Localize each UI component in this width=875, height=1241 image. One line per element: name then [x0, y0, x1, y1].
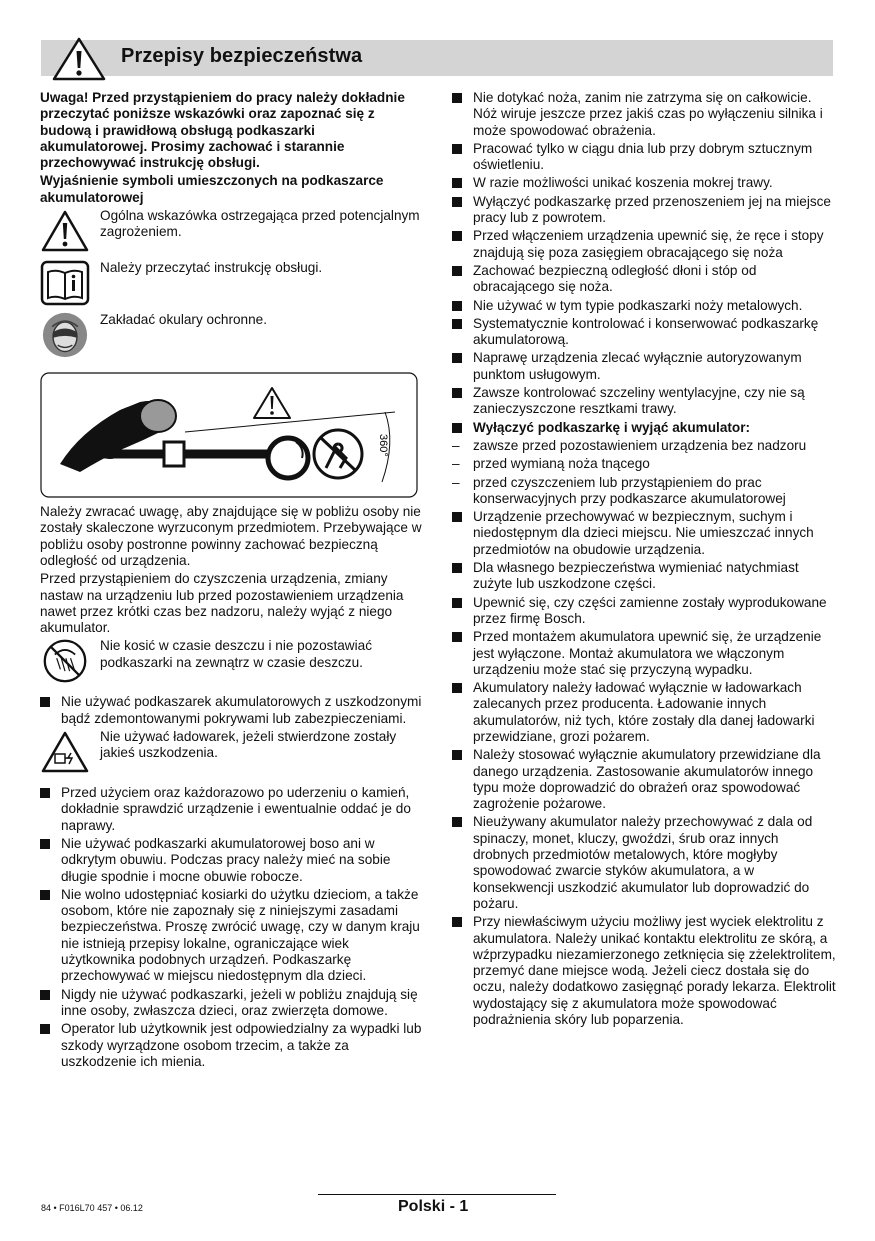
bullet	[452, 560, 473, 593]
bullet	[452, 509, 473, 558]
list-item: Zachować bezpieczną odległość dłoni i stóp od obracającego się noża.	[452, 263, 836, 296]
list-item: W razie możliwości unikać koszenia mokrej trawy.	[452, 175, 836, 191]
list-item: Upewnić się, czy części zamienne zostały wyprodukowane przez firmę Bosch.	[452, 595, 836, 628]
bullet	[452, 350, 473, 383]
bullet	[40, 987, 61, 1020]
bullet	[452, 595, 473, 628]
bullet	[452, 228, 473, 261]
list-item: Zawsze kontrolować szczeliny wentylacyjne, czy nie są zanieczyszczone resztkami trawy.	[452, 385, 836, 418]
dash-item: – przed czyszczeniem lub przystąpieniem do prac konserwacyjnych przy podkaszarce akumulatorowej	[452, 475, 836, 508]
left-column	[40, 90, 424, 1072]
list-item: Systematycznie kontrolować i konserwować podkaszarkę akumulatorową.	[452, 316, 836, 349]
list-item: Nie używać w tym typie podkaszarki noży metalowych.	[452, 298, 836, 314]
symbol-text: Nie kosić w czasie deszczu i nie pozostawiać podkaszarki na zewnątrz w czasie deszczu.	[100, 638, 372, 670]
right-column	[452, 90, 836, 1030]
symbol-general-warning	[40, 208, 424, 256]
intro-warning: Uwaga! Przed przystąpieniem do pracy należy dokładnie przeczytać poniższe wskazówki oraz zapoznać się z budową i prawidłową obsługą podkaszarki akumulatorowej. Prosimy zachować i starannie przechowywać instrukcję obsługi.	[40, 90, 405, 171]
bullet	[452, 420, 473, 436]
list-item: Należy stosować wyłącznie akumulatory przewidziane dla danego urządzenia. Zastosowanie akumulatorów innego typu może doprowadzić do obrażeń oraz spowodować zagrożenie pożarowe.	[452, 747, 836, 812]
bullet	[452, 194, 473, 227]
dash-item: – przed wymianą noża tnącego	[452, 456, 836, 472]
read-manual-icon	[40, 260, 90, 306]
bullet	[452, 175, 473, 191]
symbol-text: Należy przeczytać instrukcję obsługi.	[100, 260, 323, 276]
symbol-no-rain	[40, 638, 424, 686]
bullet	[40, 836, 61, 885]
list-item: Nie używać podkaszarki akumulatorowej boso ani w odkrytym obuwiu. Podczas pracy należy mieć na sobie długie spodnie i mocne obuwie robocze.	[40, 836, 424, 885]
bullet	[452, 680, 473, 745]
symbols-heading: Wyjaśnienie symboli umieszczonych na podkaszarce akumulatorowej	[40, 173, 384, 205]
bullet	[452, 385, 473, 418]
symbol-safety-glasses	[40, 312, 424, 360]
left-bullet-list	[40, 785, 424, 1070]
list-item: Nie używać podkaszarek akumulatorowych z uszkodzonymi bądź zdemontowanymi pokrywami lub zabezpieczeniami.	[40, 694, 424, 727]
list-item: Operator lub użytkownik jest odpowiedzialny za wypadki lub szkody wyrządzone osobom trzecim, a także za uszkodzenie ich mienia.	[40, 1021, 424, 1070]
bullet	[452, 141, 473, 174]
bullet	[452, 298, 473, 314]
bullet	[452, 747, 473, 812]
page-number: Polski - 1	[398, 1198, 469, 1215]
safety-glasses-icon	[40, 312, 90, 358]
list-item: Akumulatory należy ładować wyłącznie w ładowarkach zalecanych przez producenta. Ładowanie innych akumulatorów, niż tych, które zostały dla danej ładowarki przewidziane, grozi pożarem.	[452, 680, 836, 745]
no-rain-icon	[40, 638, 90, 684]
list-item: Przy niewłaściwym użyciu możliwy jest wyciek elektrolitu z akumulatora. Należy unikać kontaktu elektrolitu ze skórą, a wźprzypadku niezamierzonego zetknięcia się zżelektrolitem, przemyć dane miejsce wodą. Jeżeli ciecz dostała się do oczu, należy dodatkowo zasięgnąć porady lekarza. Elektrolit wydostający się z akumulatora może spowodować podrażnienia skóry lub poparzenia.	[452, 914, 836, 1028]
symbol-text: Ogólna wskazówka ostrzegająca przed potencjalnym zagrożeniem.	[100, 208, 420, 240]
page-title: Przepisy bezpieczeństwa	[121, 45, 363, 67]
trimmer-illustration-icon	[40, 372, 420, 500]
bullet	[452, 914, 473, 1028]
bullet	[40, 785, 61, 834]
list-item: Dla własnego bezpieczeństwa wymieniać natychmiast zużyte lub uszkodzone części.	[452, 560, 836, 593]
symbol-text: Nie używać ładowarek, jeżeli stwierdzone zostały jakieś uszkodzenia.	[100, 729, 397, 761]
list-item: Nie wolno udostępniać kosiarki do użytku dzieciom, a także osobom, które nie zapoznały się z niniejszymi zasadami bezpieczeństwa. Proszę zwrócić uwagę, czy w danym kraju nie istnieją przepisy lokalne, ograniczające wiek użytkownika podobnych urządzeń. Podkaszarkę przechowywać w miejscu niedostępnym dla dzieci.	[40, 887, 424, 985]
warning-triangle-icon	[40, 208, 90, 254]
list-item: Nigdy nie używać podkaszarki, jeżeli w pobliżu znajdują się inne osoby, zwłaszcza dzieci, oraz zwierzęta domowe.	[40, 987, 424, 1020]
bullet	[452, 629, 473, 678]
battery-removal-paragraph: Przed przystąpieniem do czyszczenia urządzenia, zmiany nastaw na urządzeniu lub przed pozostawieniem urządzenia nawet przez krótki czas bez nadzoru, należy wyjąć z niego akumulator.	[40, 571, 404, 636]
list-item: Urządzenie przechowywać w bezpiecznym, suchym i niedostępnym dla dzieci miejscu. Nie umieszczać innych przedmiotów na obudowie urządzenia.	[452, 509, 836, 558]
dash-item: – zawsze przed pozostawieniem urządzenia bez nadzoru	[452, 438, 836, 454]
list-item: Przed montażem akumulatora upewnić się, że urządzenie jest wyłączone. Montaż akumulatora we włączonym urządzeniu może stać się przyczyną wypadku.	[452, 629, 836, 678]
list-item: Nie dotykać noża, zanim nie zatrzyma się on całkowicie. Nóż wiruje jeszcze przez jakiś czas po wyłączeniu silnika i może spowodować obrażenia.	[452, 90, 836, 139]
list-item: Nieużywany akumulator należy przechowywać z dala od spinaczy, monet, kluczy, gwoździ, śrub oraz innych drobnych przedmiotów metalowych, które mogłyby spowodować zwarcie styków akumulatora, a w konsekwencji uszkodzić akumulator lub doprowadzić do pożaru.	[452, 814, 836, 912]
footer-divider	[318, 1194, 556, 1195]
document-code: 84 • F016L70 457 • 06.12	[41, 1203, 143, 1213]
bullet	[40, 887, 61, 985]
bullet	[40, 1021, 61, 1070]
angle-label: 360°	[377, 434, 389, 457]
bullet	[452, 316, 473, 349]
list-item: Naprawę urządzenia zlecać wyłącznie autoryzowanym punktom usługowym.	[452, 350, 836, 383]
trimmer-safety-figure	[40, 372, 420, 500]
bullet	[452, 90, 473, 139]
damaged-charger-icon	[40, 729, 90, 775]
section-header	[41, 40, 833, 76]
list-item: Przed użyciem oraz każdorazowo po uderzeniu o kamień, dokładnie sprawdzić urządzenie i ewentualnie oddać je do naprawy.	[40, 785, 424, 834]
list-item: Wyłączyć podkaszarkę przed przenoszeniem jej na miejsce pracy lub z powrotem.	[452, 194, 836, 227]
bullet	[452, 814, 473, 912]
warning-triangle-icon	[51, 36, 107, 82]
bystander-paragraph: Należy zwracać uwagę, aby znajdujące się w pobliżu osoby nie zostały skaleczone wyrzuconym przedmiotem. Przebywające w pobliżu osoby postronne powinny zachować bezpieczną odległość od urządzenia.	[40, 504, 422, 568]
list-item: Pracować tylko w ciągu dnia lub przy dobrym sztucznym oświetleniu.	[452, 141, 836, 174]
symbol-text: Zakładać okulary ochronne.	[100, 312, 267, 328]
dash-bullet	[452, 456, 473, 472]
bullet	[452, 263, 473, 296]
bullet	[40, 694, 61, 727]
list-item-bold: Wyłączyć podkaszarkę i wyjąć akumulator:	[452, 420, 836, 436]
dash-bullet	[452, 475, 473, 508]
symbol-damaged-charger	[40, 729, 424, 777]
symbol-read-manual	[40, 260, 424, 308]
list-item: Przed włączeniem urządzenia upewnić się, że ręce i stopy znajdują się poza zasięgiem obracającego się noża	[452, 228, 836, 261]
dash-bullet	[452, 438, 473, 454]
